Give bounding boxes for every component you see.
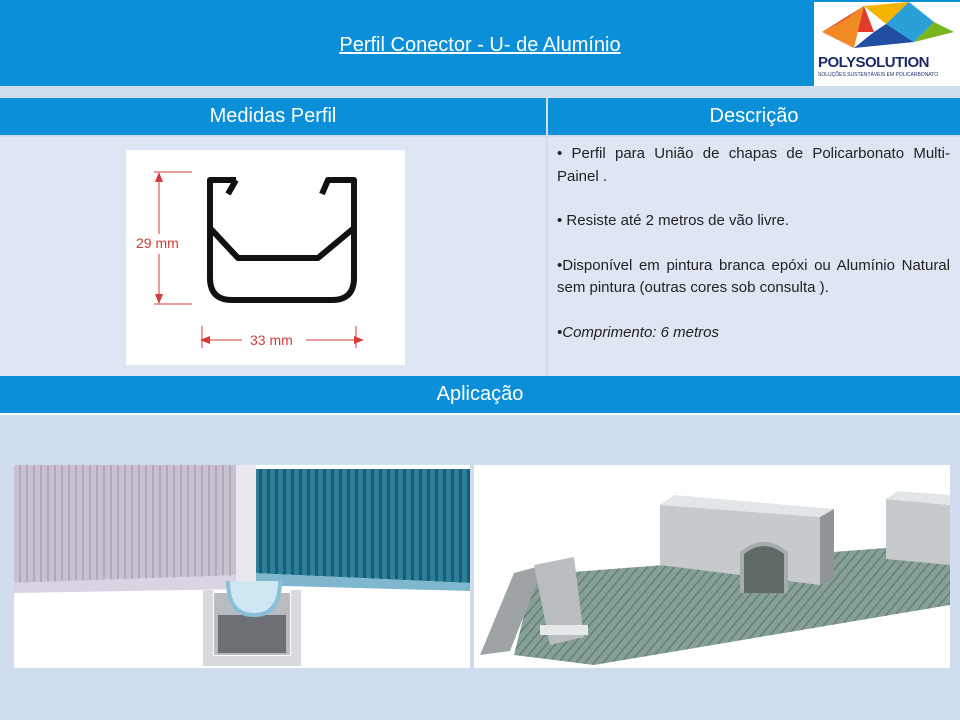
col-header-descricao: Descrição (548, 98, 960, 135)
description-item: • Perfil para União de chapas de Policarbonato Multi-Painel . (557, 145, 950, 185)
logo-brand-text: POLYSOLUTION (818, 54, 929, 71)
description-item: •Comprimento: 6 metros (557, 323, 719, 341)
divider (0, 413, 960, 415)
width-dimension-label: 33 mm (250, 332, 293, 348)
logo-tagline: SOLUÇÕES SUSTENTÁVEIS EM POLICARBONATO (818, 72, 939, 78)
col-header-medidas: Medidas Perfil (0, 98, 546, 135)
profile-drawing (126, 150, 405, 365)
logo-mark-icon (814, 2, 960, 54)
description-item: •Disponível em pintura branca epóxi ou Alumínio Natural sem pintura (outras cores sob consulta ). (557, 256, 950, 296)
polysolution-logo (814, 2, 960, 86)
application-header: Aplicação (0, 376, 960, 413)
page-title: Perfil Conector - U- de Alumínio (339, 34, 621, 56)
height-dimension-label: 29 mm (136, 235, 179, 251)
description-item: • Resiste até 2 metros de vão livre. (557, 212, 790, 229)
description-text (557, 143, 950, 375)
application-photo-right (474, 465, 950, 668)
application-photo-left (14, 465, 470, 668)
